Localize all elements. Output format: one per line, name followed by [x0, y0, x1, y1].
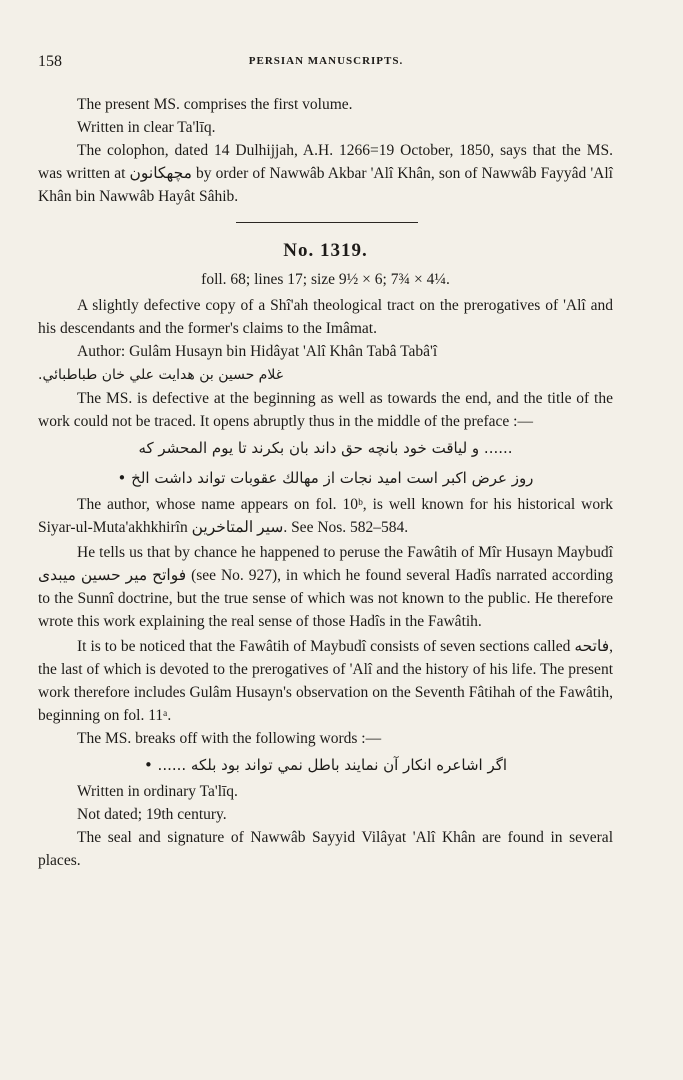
page-header [38, 53, 614, 73]
page-number: 158 [38, 53, 62, 70]
entry-author-arabic-line [38, 363, 613, 387]
running-title: PERSIAN MANUSCRIPTS. [248, 55, 404, 67]
breaks-off-line: The MS. breaks off with the following words :— [77, 730, 382, 747]
fawatih-paragraph: He tells us that by chance he happened to peruse the Fawâtih of Mîr Husayn Maybudî فواتح میر حسین میبدی (see No. 927), in which he found several Hadîs narrated according to the Sunnî doctrine, but the true sense of which was not known to the public. He therefore wrote this work explaining the real sense of those Hadîs in the Fawâtih. [38, 544, 613, 630]
sections-paragraph: It is to be noticed that the Fawâtih of Maybudî consists of seven sections called فاتحه, the last of which is devoted to the prerogatives of 'Alî and the history of his life. The present work therefore includes Gulâm Husayn's observation on the Seventh Fâtihah of the Fawâtih, beginning on fol. 11ᵃ. [38, 638, 613, 724]
entry-number: No. 1319. [283, 240, 368, 261]
author-arabic: غلام حسین بن هدایت علي خان طباطبائي. [38, 367, 284, 383]
seal-line: The seal and signature of Nawwâb Sayyid Vilâyat 'Alî Khân are found in several places. [38, 829, 613, 869]
opening-quote-line-1: ...... و لیاقت خود بانچه حق داند بان بکرند تا یوم المحشر که [138, 439, 513, 457]
opening-quote-line-2: روز عرض اکبر است امید نجات از مهالك عقوبات تواند داشت الخ • [117, 469, 534, 487]
script-line: Written in ordinary Ta'līq. [77, 783, 238, 800]
page-body [38, 93, 613, 872]
author-paragraph: The author, whose name appears on fol. 10ᵇ, is well known for his historical work Siyar-ul-Muta'akhkhirîn سیر المتاخرین. See Nos. 582–584. [38, 496, 613, 536]
prev-volume-line: The present MS. comprises the first volume. [77, 96, 353, 113]
section-divider [236, 222, 418, 223]
closing-quote: اگر اشاعره انکار آن نمایند باطل نمي تواند بود بلکه ...... • [143, 756, 508, 774]
entry-defective: The MS. is defective at the beginning as well as towards the end, and the title of the work could not be traced. It opens abruptly thus in the middle of the preface :— [38, 390, 613, 430]
entry-description: A slightly defective copy of a Shî'ah theological tract on the prerogatives of 'Alî and his descendants and the former's claims to the Imâmat. [38, 297, 613, 337]
entry-folios: foll. 68; lines 17; size 9½ × 6; 7¾ × 4¼. [201, 271, 450, 288]
entry-author: Author: Gulâm Husayn bin Hidâyat 'Alî Khân Tabâ Tabâ'î [77, 343, 438, 360]
prev-colophon: The colophon, dated 14 Dulhijjah, A.H. 1266=19 October, 1850, says that the MS. was written at مچھکانون by order of Nawwâb Akbar 'Alî Khân, son of Nawwâb Fayyâd 'Alî Khân bin Nawwâb Hayât Sâhib. [38, 142, 613, 205]
date-line: Not dated; 19th century. [77, 806, 227, 823]
prev-script-line: Written in clear Ta'līq. [77, 119, 216, 136]
